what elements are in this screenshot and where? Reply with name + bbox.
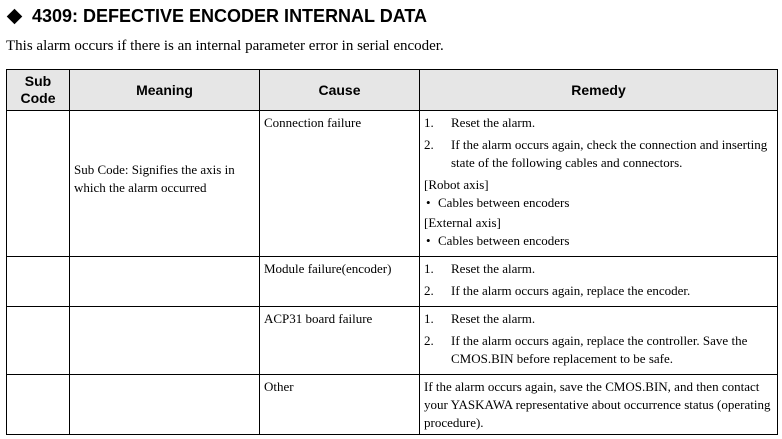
bullet-icon: • [426, 195, 431, 210]
meaning-cell [70, 375, 260, 435]
remedy-step: 1. Reset the alarm. [424, 115, 536, 130]
sub-code-cell [7, 111, 70, 257]
bullet-icon: • [426, 233, 431, 248]
header-remedy: Remedy [420, 70, 778, 111]
table-row [7, 257, 778, 307]
cause-cell: Other [260, 375, 420, 435]
remedy-step: 1. Reset the alarm. [424, 311, 536, 326]
header-cause: Cause [260, 70, 420, 111]
header-meaning: Meaning [70, 70, 260, 111]
alarm-table [6, 69, 778, 435]
remedy-cell: If the alarm occurs again, save the CMOS.BIN, and then contact your YASKAWA representative about occurrence status (operating procedure). [420, 375, 778, 435]
group-label: [Robot axis] [424, 177, 489, 192]
bullet-item: • Cables between encoders [426, 195, 570, 210]
remedy-cell [420, 257, 778, 307]
sub-code-cell [7, 257, 70, 307]
header-sub-code: Sub Code [7, 70, 70, 111]
remedy-cell [420, 307, 778, 375]
external-axis-group [424, 214, 773, 250]
table-row [7, 111, 778, 257]
meaning-cell [70, 307, 260, 375]
sub-code-cell [7, 375, 70, 435]
sub-code-cell [7, 307, 70, 375]
alarm-heading [4, 4, 427, 28]
group-label: [External axis] [424, 215, 501, 230]
remedy-step: 2. If the alarm occurs again, replace the controller. Save the CMOS.BIN before replacement to be safe. [424, 333, 748, 366]
remedy-step: 2. If the alarm occurs again, replace the encoder. [424, 283, 691, 298]
table-row [7, 375, 778, 435]
meaning-cell: Sub Code: Signifies the axis in which the alarm occurred [70, 111, 260, 257]
cause-cell: ACP31 board failure [260, 307, 420, 375]
alarm-description: This alarm occurs if there is an internal parameter error in serial encoder. [6, 38, 444, 54]
remedy-step: 2. If the alarm occurs again, check the connection and inserting state of the following cables and connectors. [424, 137, 768, 170]
alarm-title: 4309: DEFECTIVE ENCODER INTERNAL DATA [32, 5, 428, 26]
diamond-bullet-icon [7, 8, 23, 24]
meaning-cell [70, 257, 260, 307]
remedy-step: 1. Reset the alarm. [424, 261, 536, 276]
table-row [7, 307, 778, 375]
bullet-item: • Cables between encoders [426, 233, 570, 248]
table-header-row [7, 70, 778, 111]
remedy-cell [420, 111, 778, 257]
robot-axis-group [424, 176, 773, 212]
cause-cell: Connection failure [260, 111, 420, 257]
cause-cell: Module failure(encoder) [260, 257, 420, 307]
